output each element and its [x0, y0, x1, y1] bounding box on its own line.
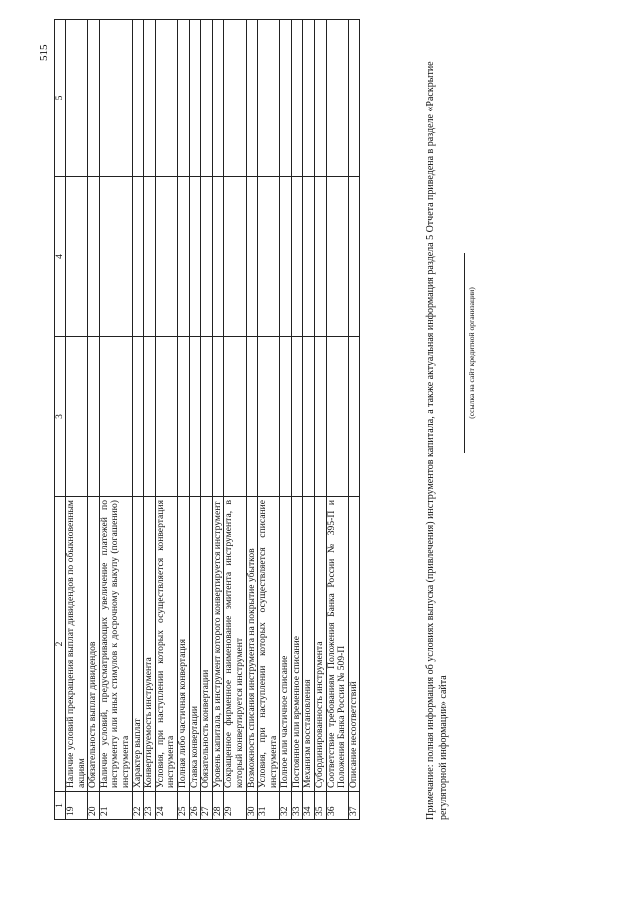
- value-cell: [224, 20, 246, 177]
- row-description: Уровень капитала, в инструмент которого конвертируется инструмент: [212, 497, 224, 792]
- value-cell: [88, 337, 100, 497]
- value-cell: [144, 337, 156, 497]
- row-description: Сокращенное фирменное наименование эмитента инструмента, в который конвертируется инструмент: [224, 497, 246, 792]
- value-cell: [99, 20, 132, 177]
- row-number: 21: [99, 792, 132, 820]
- row-description: Обязательность конвертации: [201, 497, 213, 792]
- row-number: 23: [144, 792, 156, 820]
- value-cell: [303, 337, 315, 497]
- row-description: Наличие условий, предусматривающих увеличение платежей по инструменту или иных стимулов к досрочному выкупу (погашению) инструмента: [99, 497, 132, 792]
- column-header: 4: [55, 177, 66, 337]
- value-cell: [99, 177, 132, 337]
- table-row: [224, 20, 246, 820]
- value-cell: [189, 337, 201, 497]
- value-cell: [348, 20, 360, 177]
- value-cell: [291, 20, 303, 177]
- table-row: [189, 20, 201, 820]
- row-description: Полная либо частичная конвертация: [177, 497, 189, 792]
- value-cell: [177, 20, 189, 177]
- value-cell: [132, 337, 144, 497]
- row-description: Ставка конвертации: [189, 497, 201, 792]
- value-cell: [326, 337, 348, 497]
- table-row: [144, 20, 156, 820]
- value-cell: [246, 337, 258, 497]
- value-cell: [177, 177, 189, 337]
- value-cell: [212, 177, 224, 337]
- row-description: Конвертируемость инструмента: [144, 497, 156, 792]
- value-cell: [280, 177, 292, 337]
- link-caption: (ссылка на сайт кредитной организации): [467, 287, 476, 419]
- row-description: Характер выплат: [132, 497, 144, 792]
- value-cell: [246, 20, 258, 177]
- row-number: 26: [189, 792, 201, 820]
- value-cell: [189, 177, 201, 337]
- row-number: 24: [155, 792, 177, 820]
- table-row: [326, 20, 348, 820]
- value-cell: [303, 177, 315, 337]
- value-cell: [280, 20, 292, 177]
- value-cell: [99, 337, 132, 497]
- value-cell: [258, 337, 280, 497]
- row-number: 33: [291, 792, 303, 820]
- value-cell: [224, 337, 246, 497]
- value-cell: [348, 177, 360, 337]
- value-cell: [155, 20, 177, 177]
- row-number: 32: [280, 792, 292, 820]
- row-description: Соответствие требованиям Положения Банка России № 395-П и Положения Банка России № 509-П: [326, 497, 348, 792]
- note-text: Примечание: полная информация об условиях выпуска (привлечения) инструментов капитала, а также актуальная информация раздела 5 Отчета приведена в разделе «Раскрытие регуляторной информации» сайта: [425, 61, 449, 820]
- row-description: Обязательность выплат дивидендов: [88, 497, 100, 792]
- table-row: [177, 20, 189, 820]
- table-row: [258, 20, 280, 820]
- value-cell: [144, 177, 156, 337]
- row-description: Полное или частичное списание: [280, 497, 292, 792]
- value-cell: [177, 337, 189, 497]
- value-cell: [66, 177, 88, 337]
- value-cell: [88, 20, 100, 177]
- value-cell: [132, 177, 144, 337]
- value-cell: [258, 177, 280, 337]
- row-number: 29: [224, 792, 246, 820]
- row-description: Описание несоответствий: [348, 497, 360, 792]
- value-cell: [201, 337, 213, 497]
- value-cell: [326, 20, 348, 177]
- row-number: 34: [303, 792, 315, 820]
- value-cell: [258, 20, 280, 177]
- value-cell: [88, 177, 100, 337]
- value-cell: [326, 177, 348, 337]
- value-cell: [66, 20, 88, 177]
- table-row: [66, 20, 88, 820]
- table-row: [315, 20, 327, 820]
- value-cell: [315, 20, 327, 177]
- table-header-row: [55, 20, 66, 820]
- link-underline: [464, 253, 465, 453]
- row-description: Условия, при наступлении которых осуществляется списание инструмента: [258, 497, 280, 792]
- value-cell: [315, 337, 327, 497]
- table-row: [303, 20, 315, 820]
- row-description: Постоянное или временное списание: [291, 497, 303, 792]
- value-cell: [291, 337, 303, 497]
- row-number: 25: [177, 792, 189, 820]
- column-header: 2: [55, 497, 66, 792]
- row-description: Условия, при наступлении которых осуществляется конвертация инструмента: [155, 497, 177, 792]
- value-cell: [155, 177, 177, 337]
- value-cell: [348, 337, 360, 497]
- page-number: 515: [38, 44, 50, 61]
- table-row: [246, 20, 258, 820]
- column-header: 3: [55, 337, 66, 497]
- column-header: 1: [55, 792, 66, 820]
- value-cell: [212, 337, 224, 497]
- value-cell: [201, 20, 213, 177]
- row-description: Наличие условий прекращения выплат дивидендов по обыкновенным акциям: [66, 497, 88, 792]
- row-number: 20: [88, 792, 100, 820]
- value-cell: [291, 177, 303, 337]
- table-row: [201, 20, 213, 820]
- value-cell: [280, 337, 292, 497]
- value-cell: [155, 337, 177, 497]
- value-cell: [303, 20, 315, 177]
- value-cell: [246, 177, 258, 337]
- row-number: 22: [132, 792, 144, 820]
- row-description: Возможность списания инструмента на покрытие убытков: [246, 497, 258, 792]
- capital-instruments-table: [54, 19, 360, 820]
- row-number: 31: [258, 792, 280, 820]
- table-row: [280, 20, 292, 820]
- row-number: 19: [66, 792, 88, 820]
- value-cell: [315, 177, 327, 337]
- value-cell: [132, 20, 144, 177]
- row-description: Механизм восстановления: [303, 497, 315, 792]
- row-number: 27: [201, 792, 213, 820]
- table-row: [132, 20, 144, 820]
- row-description: Субординированность инструмента: [315, 497, 327, 792]
- table-row: [88, 20, 100, 820]
- row-number: 37: [348, 792, 360, 820]
- value-cell: [144, 20, 156, 177]
- value-cell: [66, 337, 88, 497]
- table-row: [212, 20, 224, 820]
- table-row: [99, 20, 132, 820]
- value-cell: [224, 177, 246, 337]
- value-cell: [201, 177, 213, 337]
- table-row: [155, 20, 177, 820]
- row-number: 35: [315, 792, 327, 820]
- row-number: 36: [326, 792, 348, 820]
- table-row: [348, 20, 360, 820]
- table-row: [291, 20, 303, 820]
- column-header: 5: [55, 20, 66, 177]
- row-number: 30: [246, 792, 258, 820]
- row-number: 28: [212, 792, 224, 820]
- value-cell: [189, 20, 201, 177]
- value-cell: [212, 20, 224, 177]
